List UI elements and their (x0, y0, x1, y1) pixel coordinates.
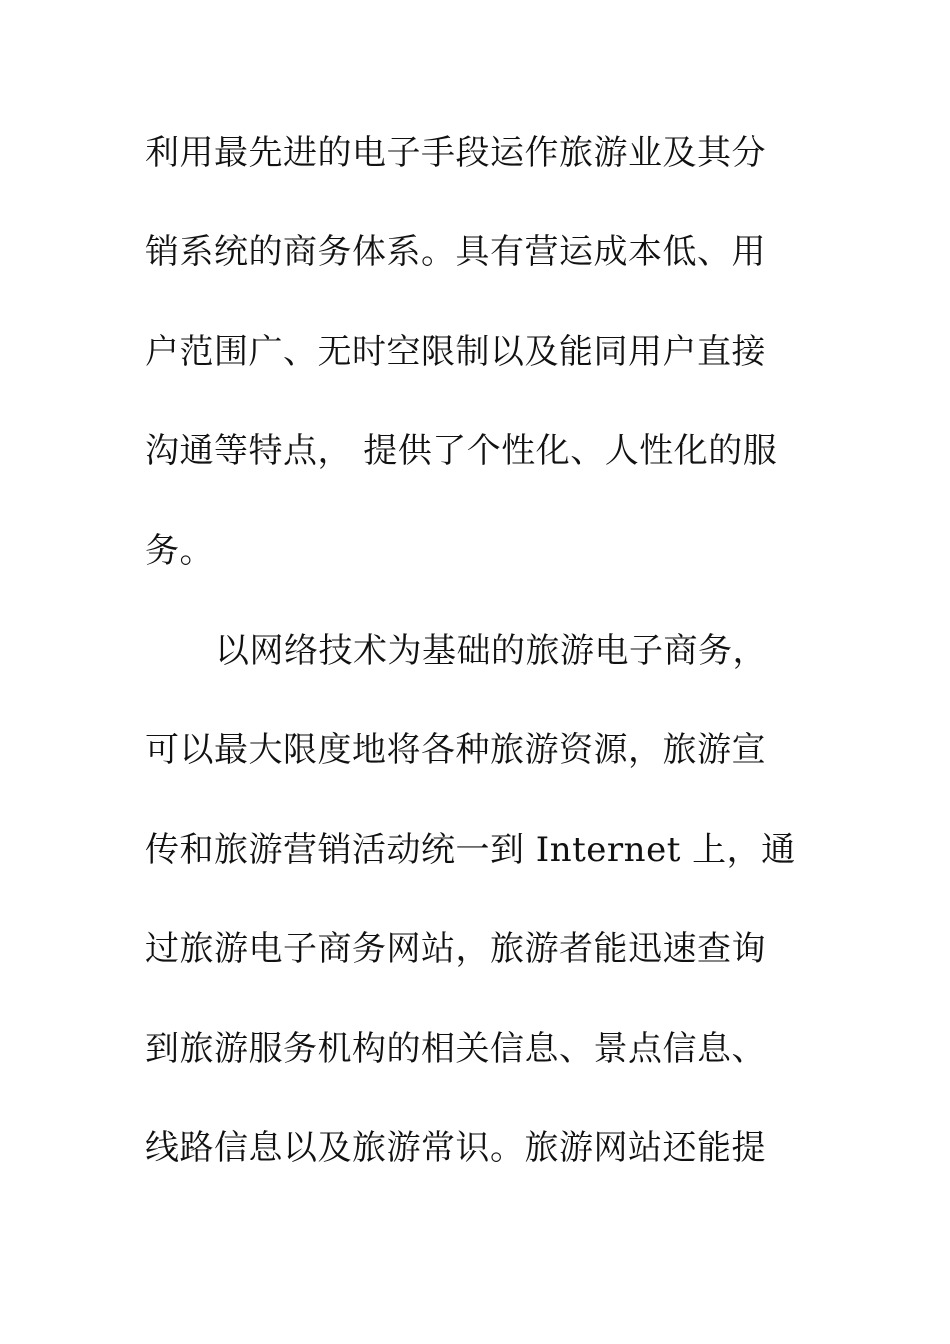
paragraph-2-line-1: 以网络技术为基础的旅游电子商务， (215, 631, 767, 671)
paragraph-1-line-4: 沟通等特点， 提供了个性化、人性化的服 (145, 431, 778, 471)
paragraph-1-line-3: 户范围广、无时空限制以及能同用户直接 (145, 332, 766, 372)
paragraph-2-line-4: 过旅游电子商务网站，旅游者能迅速查询 (145, 929, 766, 969)
paragraph-2-line-2: 可以最大限度地将各种旅游资源，旅游宣 (145, 730, 766, 770)
paragraph-1-line-2: 销系统的商务体系。具有营运成本低、用 (145, 232, 766, 272)
paragraph-2-line-6: 线路信息以及旅游常识。旅游网站还能提 (145, 1128, 766, 1168)
paragraph-2-line-5: 到旅游服务机构的相关信息、景点信息、 (145, 1029, 766, 1069)
paragraph-1-line-1: 利用最先进的电子手段运作旅游业及其分 (145, 133, 766, 173)
paragraph-2-line-3: 传和旅游营销活动统一到 Internet 上，通 (145, 830, 796, 870)
paragraph-1-line-5: 务。 (145, 531, 214, 571)
